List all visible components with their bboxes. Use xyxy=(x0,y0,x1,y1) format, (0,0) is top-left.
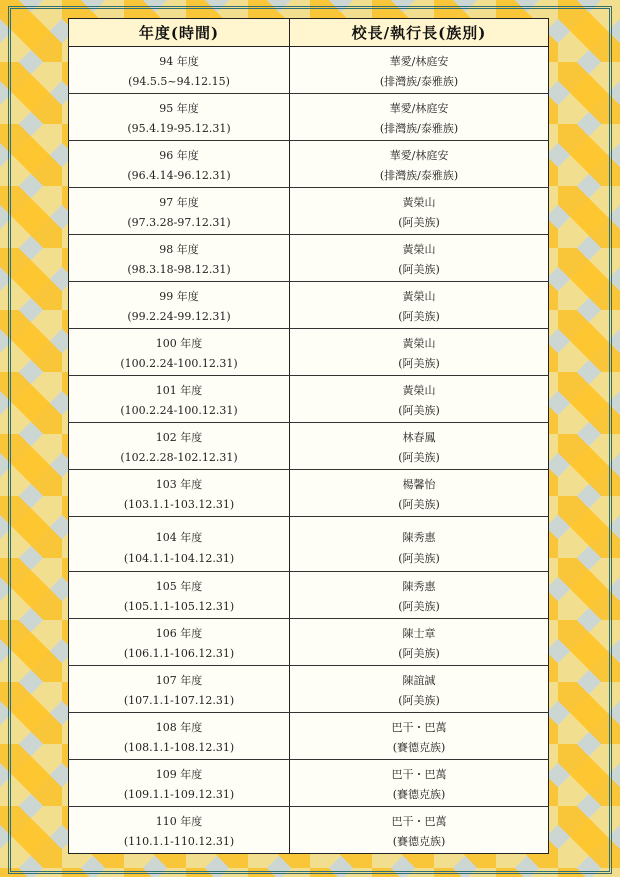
table-row xyxy=(69,807,549,830)
year-cell: 97 年度 xyxy=(69,188,290,211)
year-cell: 98 年度 xyxy=(69,235,290,258)
table-row xyxy=(69,572,549,595)
tribe-cell: (阿美族) xyxy=(290,210,549,235)
principal-name-cell: 華愛/林庭安 xyxy=(290,47,549,70)
table-row xyxy=(69,47,549,70)
table-row xyxy=(69,141,549,164)
table-row xyxy=(69,210,549,235)
table-row xyxy=(69,594,549,619)
table-row xyxy=(69,713,549,736)
tribe-cell: (賽德克族) xyxy=(290,829,549,854)
table-row xyxy=(69,445,549,470)
principal-name-cell: 華愛/林庭安 xyxy=(290,141,549,164)
period-cell: (102.2.28-102.12.31) xyxy=(69,445,290,470)
table-row xyxy=(69,423,549,446)
tribe-cell: (阿美族) xyxy=(290,445,549,470)
year-cell: 96 年度 xyxy=(69,141,290,164)
period-cell: (110.1.1-110.12.31) xyxy=(69,829,290,854)
year-cell: 105 年度 xyxy=(69,572,290,595)
period-cell: (100.2.24-100.12.31) xyxy=(69,398,290,423)
year-cell: 102 年度 xyxy=(69,423,290,446)
table-row xyxy=(69,304,549,329)
year-cell: 101 年度 xyxy=(69,376,290,399)
year-cell: 109 年度 xyxy=(69,760,290,783)
table-row xyxy=(69,492,549,517)
table-row xyxy=(69,94,549,117)
table-row xyxy=(69,641,549,666)
table-row xyxy=(69,545,549,572)
table-row xyxy=(69,329,549,352)
principal-name-cell: 陳士章 xyxy=(290,619,549,642)
tribe-cell: (排灣族/泰雅族) xyxy=(290,116,549,141)
tribe-cell: (阿美族) xyxy=(290,304,549,329)
table-row xyxy=(69,470,549,493)
table-row xyxy=(69,735,549,760)
tribe-cell: (阿美族) xyxy=(290,398,549,423)
year-cell: 95 年度 xyxy=(69,94,290,117)
period-cell: (104.1.1-104.12.31) xyxy=(69,545,290,572)
period-cell: (95.4.19-95.12.31) xyxy=(69,116,290,141)
table-row xyxy=(69,666,549,689)
tribe-cell: (阿美族) xyxy=(290,351,549,376)
tribe-cell: (阿美族) xyxy=(290,594,549,619)
period-cell: (99.2.24-99.12.31) xyxy=(69,304,290,329)
principal-name-cell: 黃榮山 xyxy=(290,329,549,352)
period-cell: (105.1.1-105.12.31) xyxy=(69,594,290,619)
period-cell: (109.1.1-109.12.31) xyxy=(69,782,290,807)
principal-table-sheet xyxy=(68,18,548,854)
table-row xyxy=(69,188,549,211)
principal-name-cell: 林春鳳 xyxy=(290,423,549,446)
table-row xyxy=(69,69,549,94)
tribe-cell: (排灣族/泰雅族) xyxy=(290,69,549,94)
year-cell: 104 年度 xyxy=(69,517,290,546)
header-principal: 校長/執行長(族別) xyxy=(290,19,549,47)
period-cell: (107.1.1-107.12.31) xyxy=(69,688,290,713)
principal-name-cell: 楊馨怡 xyxy=(290,470,549,493)
table-row xyxy=(69,235,549,258)
principal-name-cell: 陳誼誠 xyxy=(290,666,549,689)
year-cell: 106 年度 xyxy=(69,619,290,642)
principal-name-cell: 陳秀惠 xyxy=(290,517,549,546)
year-cell: 110 年度 xyxy=(69,807,290,830)
principal-name-cell: 陳秀惠 xyxy=(290,572,549,595)
year-cell: 108 年度 xyxy=(69,713,290,736)
year-cell: 100 年度 xyxy=(69,329,290,352)
principal-name-cell: 黃榮山 xyxy=(290,376,549,399)
principal-name-cell: 華愛/林庭安 xyxy=(290,94,549,117)
principal-history-table xyxy=(68,18,549,854)
table-row xyxy=(69,376,549,399)
table-body xyxy=(69,47,549,854)
table-row xyxy=(69,619,549,642)
principal-name-cell: 巴干・巴萬 xyxy=(290,713,549,736)
table-row xyxy=(69,760,549,783)
table-row xyxy=(69,517,549,546)
table-row xyxy=(69,282,549,305)
table-row xyxy=(69,163,549,188)
period-cell: (103.1.1-103.12.31) xyxy=(69,492,290,517)
period-cell: (106.1.1-106.12.31) xyxy=(69,641,290,666)
principal-name-cell: 黃榮山 xyxy=(290,235,549,258)
principal-name-cell: 黃榮山 xyxy=(290,282,549,305)
period-cell: (108.1.1-108.12.31) xyxy=(69,735,290,760)
table-row xyxy=(69,782,549,807)
tribe-cell: (排灣族/泰雅族) xyxy=(290,163,549,188)
year-cell: 103 年度 xyxy=(69,470,290,493)
principal-name-cell: 巴干・巴萬 xyxy=(290,807,549,830)
tribe-cell: (阿美族) xyxy=(290,545,549,572)
header-year: 年度(時間) xyxy=(69,19,290,47)
year-cell: 107 年度 xyxy=(69,666,290,689)
period-cell: (100.2.24-100.12.31) xyxy=(69,351,290,376)
tribe-cell: (賽德克族) xyxy=(290,782,549,807)
table-header-row xyxy=(69,19,549,47)
period-cell: (96.4.14-96.12.31) xyxy=(69,163,290,188)
table-row xyxy=(69,829,549,854)
table-row xyxy=(69,351,549,376)
table-row xyxy=(69,116,549,141)
table-row xyxy=(69,257,549,282)
table-row xyxy=(69,398,549,423)
period-cell: (97.3.28-97.12.31) xyxy=(69,210,290,235)
period-cell: (94.5.5~94.12.15) xyxy=(69,69,290,94)
table-row xyxy=(69,688,549,713)
tribe-cell: (阿美族) xyxy=(290,492,549,517)
tribe-cell: (阿美族) xyxy=(290,688,549,713)
tribe-cell: (阿美族) xyxy=(290,257,549,282)
principal-name-cell: 巴干・巴萬 xyxy=(290,760,549,783)
tribe-cell: (阿美族) xyxy=(290,641,549,666)
period-cell: (98.3.18-98.12.31) xyxy=(69,257,290,282)
tribe-cell: (賽德克族) xyxy=(290,735,549,760)
year-cell: 99 年度 xyxy=(69,282,290,305)
year-cell: 94 年度 xyxy=(69,47,290,70)
principal-name-cell: 黃榮山 xyxy=(290,188,549,211)
